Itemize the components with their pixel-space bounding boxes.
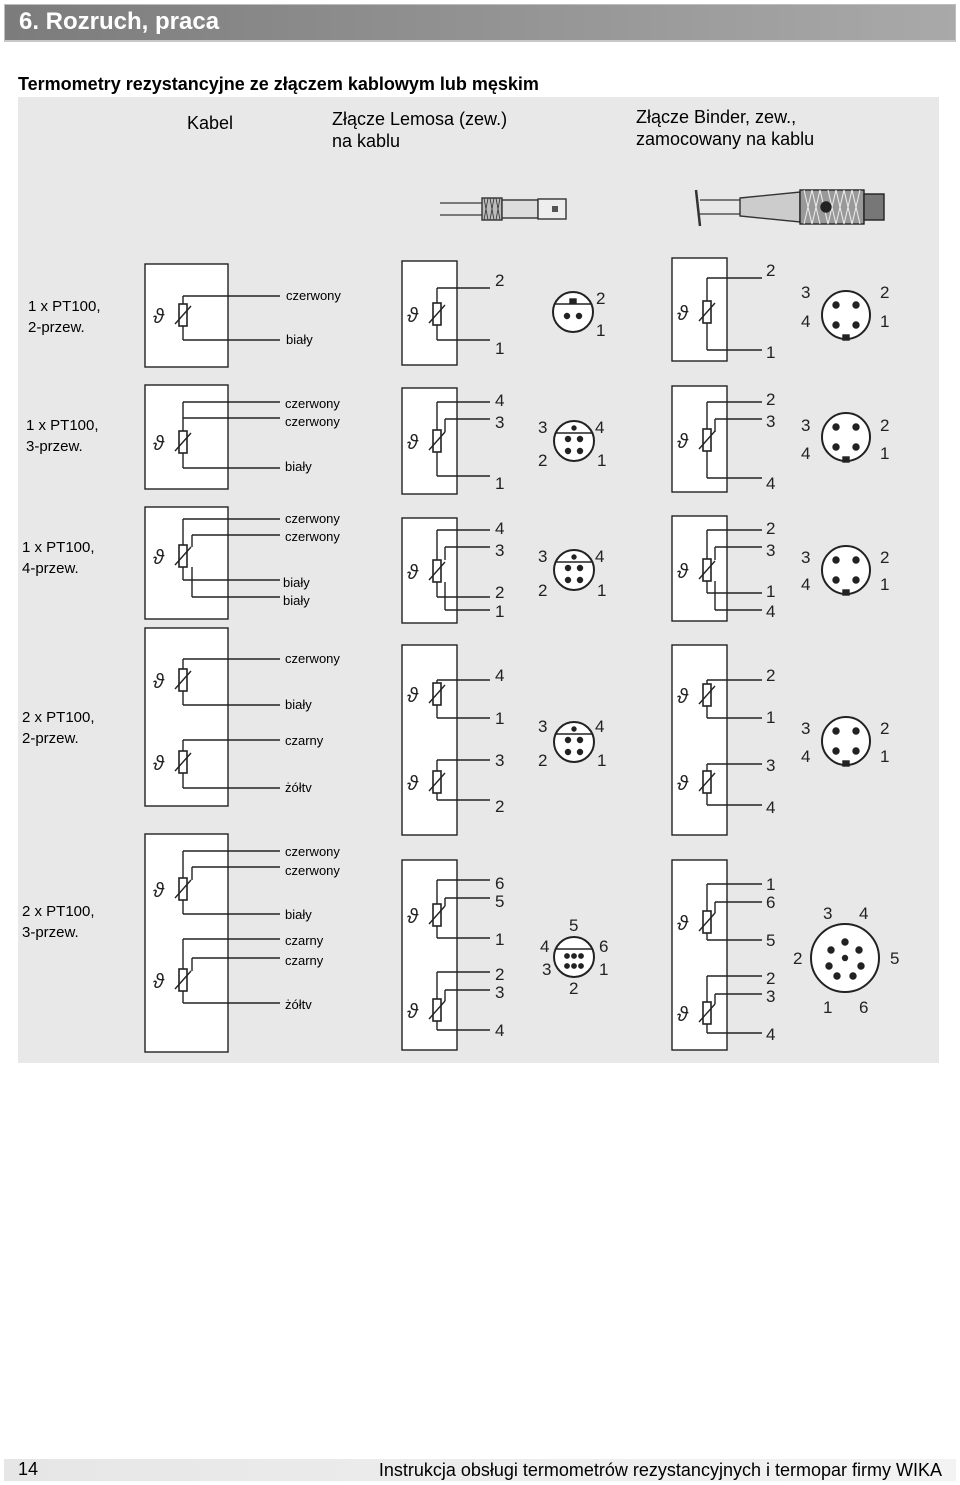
wire-label: biały	[285, 907, 312, 922]
pin-number: 1	[766, 875, 776, 894]
pin-number: 3	[801, 719, 811, 738]
wire-label: czarny	[285, 933, 324, 948]
pin-number: 4	[595, 717, 605, 736]
pin-number: 2	[766, 969, 776, 988]
pin-number: 2	[495, 271, 505, 290]
theta-symbol: ϑ	[677, 431, 688, 453]
pin-number: 1	[495, 709, 505, 728]
pin-number: 3	[801, 548, 811, 567]
pin-dot	[578, 566, 583, 571]
pin-number: 4	[801, 444, 811, 463]
pin-number: 1	[495, 474, 505, 493]
binder-key	[843, 457, 849, 462]
pin-number: 1	[597, 751, 607, 770]
pin-dot	[853, 728, 859, 734]
theta-symbol: ϑ	[153, 753, 164, 775]
pin-number: 4	[495, 519, 505, 538]
pin-number: 4	[801, 575, 811, 594]
theta-symbol: ϑ	[677, 686, 688, 708]
pin-dot	[578, 750, 583, 755]
pin-dot	[833, 557, 839, 563]
pin-number: 4	[540, 937, 550, 956]
pin-number: 3	[542, 960, 552, 979]
pin-dot	[843, 956, 848, 961]
pin-number: 4	[595, 547, 605, 566]
pin-number: 3	[538, 717, 548, 736]
pin-number: 3	[495, 751, 505, 770]
pin-number: 1	[823, 998, 833, 1017]
theta-symbol: ϑ	[677, 1004, 688, 1026]
pin-number: 3	[766, 987, 776, 1006]
pin-number: 1	[495, 602, 505, 621]
pin-dot	[853, 322, 859, 328]
pin-number: 2	[495, 965, 505, 984]
pin-dot	[833, 748, 839, 754]
pin-dot	[577, 314, 582, 319]
wire-label: czerwony	[285, 651, 340, 666]
pin-dot	[842, 939, 848, 945]
pin-number: 5	[890, 949, 900, 968]
wire-label: żółtv	[285, 780, 312, 795]
pin-dot	[828, 947, 834, 953]
pin-number: 2	[538, 451, 548, 470]
pin-number: 4	[766, 474, 776, 493]
row-label-1-line1: 1 x PT100,	[28, 298, 101, 315]
pin-dot	[565, 964, 569, 968]
binder-connector-image	[696, 190, 884, 226]
theta-symbol: ϑ	[407, 685, 418, 707]
pin-dot	[853, 557, 859, 563]
wire-label: czerwony	[285, 863, 340, 878]
pin-dot	[833, 322, 839, 328]
pin-number: 3	[801, 283, 811, 302]
row-label-2-line2: 3-przew.	[26, 438, 83, 455]
lemo-sensor-housing	[402, 645, 457, 835]
section-title: 6. Rozruch, praca	[19, 8, 220, 35]
pin-dot	[833, 728, 839, 734]
pin-number: 6	[495, 874, 505, 893]
pin-number: 2	[766, 666, 776, 685]
pin-dot	[856, 947, 862, 953]
footer-text: Instrukcja obsługi termometrów rezystancyjnych i termopar firmy WIKA	[378, 1460, 942, 1480]
row-label-4-line2: 2-przew.	[22, 730, 79, 747]
wire-label: biały	[283, 593, 310, 608]
pin-dot	[572, 964, 576, 968]
column-header-binder-line1: Złącze Binder, zew.,	[636, 107, 797, 127]
pin-number: 5	[495, 892, 505, 911]
pin-number: 1	[880, 444, 890, 463]
pin-number: 6	[599, 937, 609, 956]
pin-number: 2	[596, 289, 606, 308]
pin-dot	[572, 954, 576, 958]
pin-dot	[853, 424, 859, 430]
theta-symbol: ϑ	[407, 305, 418, 327]
pin-number: 3	[538, 418, 548, 437]
pin-number: 4	[766, 602, 776, 621]
wire-label: biały	[286, 332, 313, 347]
lemo-connector-image	[440, 198, 566, 220]
pin-number: 4	[766, 798, 776, 817]
pin-number: 1	[599, 960, 609, 979]
theta-symbol: ϑ	[153, 671, 164, 693]
wire-label: biały	[283, 575, 310, 590]
pin-dot	[579, 954, 583, 958]
binder-face-icon	[822, 291, 870, 339]
pin-number: 4	[766, 1025, 776, 1044]
column-header-cable: Kabel	[187, 113, 234, 133]
pin-dot	[572, 426, 576, 430]
wire-label: czerwony	[285, 529, 340, 544]
pin-number: 2	[880, 548, 890, 567]
pin-number: 4	[595, 418, 605, 437]
pin-dot	[833, 577, 839, 583]
binder-key	[843, 335, 849, 340]
pin-dot	[850, 973, 856, 979]
pin-number: 1	[766, 582, 776, 601]
pin-dot	[833, 424, 839, 430]
pin-number: 6	[766, 893, 776, 912]
binder-face-icon	[822, 413, 870, 461]
pin-dot	[566, 437, 571, 442]
pin-dot	[565, 314, 570, 319]
pin-number: 1	[880, 312, 890, 331]
pin-dot	[578, 437, 583, 442]
binder-face-icon	[822, 546, 870, 594]
pin-number: 1	[495, 930, 505, 949]
pin-number: 1	[880, 747, 890, 766]
pin-number: 2	[880, 416, 890, 435]
theta-symbol: ϑ	[677, 773, 688, 795]
binder-face-icon	[822, 717, 870, 765]
pin-number: 5	[569, 916, 579, 935]
pin-number: 2	[766, 390, 776, 409]
pin-number: 3	[823, 904, 833, 923]
pin-dot	[578, 578, 583, 583]
pin-number: 1	[766, 708, 776, 727]
theta-symbol: ϑ	[153, 547, 164, 569]
wire-label: czarny	[285, 733, 324, 748]
column-header-lemo-line1: Złącze Lemosa (zew.)	[332, 109, 508, 129]
row-label-3-line1: 1 x PT100,	[22, 539, 95, 556]
column-header-binder-line2: zamocowany na kablu	[636, 129, 815, 149]
pin-number: 3	[801, 416, 811, 435]
wire-label: czerwony	[285, 396, 340, 411]
pin-number: 6	[859, 998, 869, 1017]
wire-label: czerwony	[285, 844, 340, 859]
pin-dot	[570, 299, 576, 303]
pin-number: 3	[766, 412, 776, 431]
pin-dot	[566, 738, 571, 743]
pin-dot	[566, 578, 571, 583]
row-label-3-line2: 4-przew.	[22, 560, 79, 577]
wire-label: biały	[285, 459, 312, 474]
wire-label: czerwony	[285, 511, 340, 526]
theta-symbol: ϑ	[677, 303, 688, 325]
pin-number: 2	[880, 719, 890, 738]
binder-key	[843, 590, 849, 595]
lemo-face-icon	[553, 292, 593, 332]
wire-label: czarny	[285, 953, 324, 968]
pin-dot	[578, 738, 583, 743]
theta-symbol: ϑ	[407, 906, 418, 928]
pin-number: 1	[880, 575, 890, 594]
pin-dot	[853, 577, 859, 583]
column-header-lemo-line2: na kablu	[332, 131, 401, 151]
theta-symbol: ϑ	[153, 433, 164, 455]
theta-symbol: ϑ	[407, 432, 418, 454]
pin-number: 1	[597, 451, 607, 470]
theta-symbol: ϑ	[153, 971, 164, 993]
theta-symbol: ϑ	[407, 1001, 418, 1023]
pin-number: 3	[495, 983, 505, 1002]
pin-number: 3	[766, 756, 776, 775]
pin-dot	[566, 566, 571, 571]
pin-dot	[578, 449, 583, 454]
pin-dot	[566, 449, 571, 454]
pin-number: 3	[766, 541, 776, 560]
pin-number: 2	[880, 283, 890, 302]
pin-dot	[579, 964, 583, 968]
pin-number: 4	[495, 1021, 505, 1040]
pin-dot	[566, 750, 571, 755]
pin-number: 3	[495, 541, 505, 560]
pin-number: 1	[596, 321, 606, 340]
binder-sensor-housing	[672, 645, 727, 835]
binder-key	[843, 761, 849, 766]
pin-number: 5	[766, 931, 776, 950]
pin-number: 1	[597, 581, 607, 600]
pin-dot	[853, 748, 859, 754]
pin-number: 2	[766, 519, 776, 538]
pin-number: 4	[801, 312, 811, 331]
row-label-5-line1: 2 x PT100,	[22, 903, 95, 920]
wire-label: czerwony	[286, 288, 341, 303]
pin-dot	[853, 444, 859, 450]
theta-symbol: ϑ	[407, 562, 418, 584]
pin-dot	[833, 302, 839, 308]
pin-number: 2	[569, 979, 579, 998]
pin-dot	[833, 444, 839, 450]
cable-sensor-housing	[145, 628, 228, 806]
pin-number: 2	[766, 261, 776, 280]
pin-number: 2	[538, 751, 548, 770]
pin-dot	[572, 727, 576, 731]
pin-number: 2	[793, 949, 803, 968]
theta-symbol: ϑ	[407, 773, 418, 795]
theta-symbol: ϑ	[677, 913, 688, 935]
pin-dot	[826, 963, 832, 969]
pin-number: 2	[538, 581, 548, 600]
wire-label: czerwony	[285, 414, 340, 429]
pin-number: 3	[538, 547, 548, 566]
pin-number: 1	[495, 339, 505, 358]
row-label-2-line1: 1 x PT100,	[26, 417, 99, 434]
pin-number: 4	[801, 747, 811, 766]
pin-dot	[572, 555, 576, 559]
pin-dot	[834, 973, 840, 979]
pin-number: 4	[495, 666, 505, 685]
pin-number: 4	[495, 391, 505, 410]
pin-number: 3	[495, 413, 505, 432]
wire-label: biały	[285, 697, 312, 712]
pin-dot	[858, 963, 864, 969]
page-number: 14	[18, 1459, 39, 1479]
wire-label: żółtv	[285, 997, 312, 1012]
row-label-4-line1: 2 x PT100,	[22, 709, 95, 726]
pin-number: 4	[859, 904, 869, 923]
theta-symbol: ϑ	[153, 880, 164, 902]
pin-number: 1	[766, 343, 776, 362]
row-label-1-line2: 2-przew.	[28, 319, 85, 336]
theta-symbol: ϑ	[677, 561, 688, 583]
row-label-5-line2: 3-przew.	[22, 924, 79, 941]
pin-dot	[565, 954, 569, 958]
table-caption: Termometry rezystancyjne ze złączem kablowym lub męskim	[18, 74, 539, 94]
pin-number: 2	[495, 583, 505, 602]
pin-number: 2	[495, 797, 505, 816]
pin-dot	[853, 302, 859, 308]
theta-symbol: ϑ	[153, 306, 164, 328]
